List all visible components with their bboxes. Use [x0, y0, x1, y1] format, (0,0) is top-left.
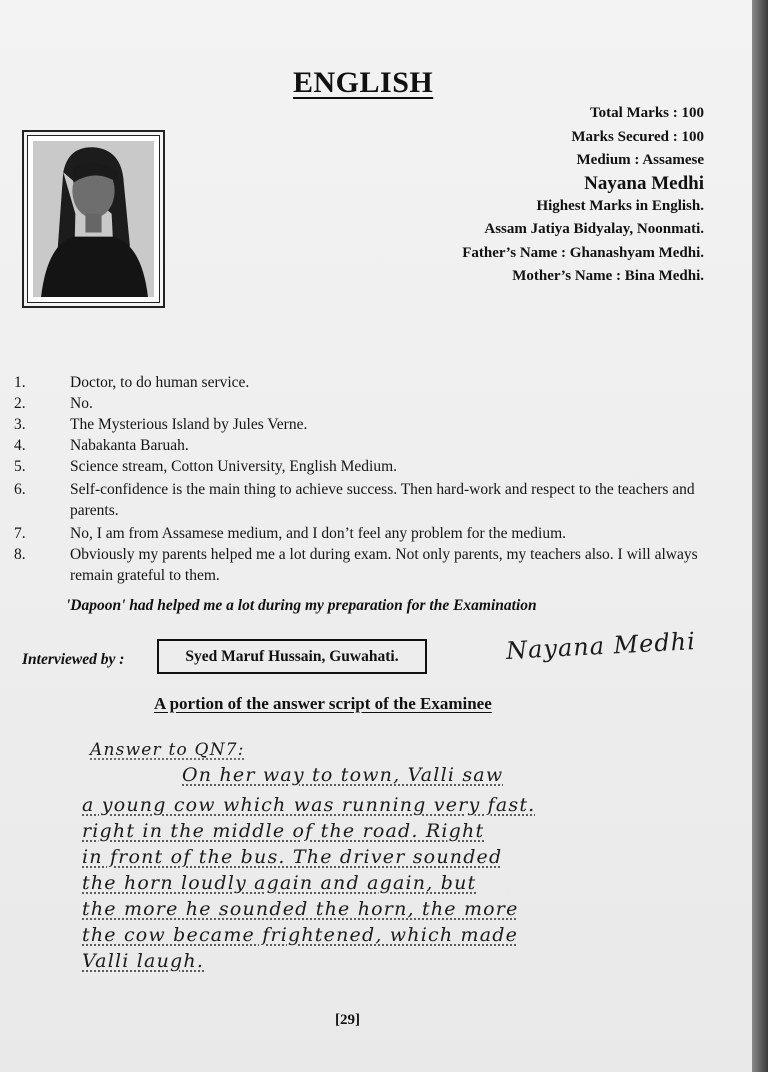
answer-text: Doctor, to do human service.: [70, 374, 250, 391]
portion-heading: A portion of the answer script of the Examinee: [154, 694, 492, 713]
handwritten-line: Answer to QN7:: [90, 740, 245, 760]
answer-text: Obviously my parents helped me a lot during exam. Not only parents, my teachers also. I will always remain grateful to them.: [70, 546, 698, 584]
answer-item: [14, 393, 714, 414]
answer-number: 3.: [14, 416, 26, 433]
handwritten-line: a young cow which was running very fast.: [82, 794, 536, 816]
interviewer-name: Syed Maruf Hussain, Guwahati.: [185, 647, 399, 665]
portrait-image: [33, 141, 154, 297]
handwritten-line: right in the middle of the road. Right: [82, 820, 485, 842]
answer-item: [14, 479, 714, 521]
page-edge-shadow: [752, 0, 768, 1072]
interviewed-label: Interviewed by :: [22, 651, 125, 668]
answer-text: Self-confidence is the main thing to achieve success. Then hard-work and respect to the teachers and parents.: [70, 481, 695, 519]
handwritten-line: the horn loudly again and again, but: [82, 872, 477, 894]
mother-name: Mother’s Name : Bina Medhi.: [512, 268, 704, 284]
highest-marks: Highest Marks in English.: [536, 197, 704, 214]
student-name: Nayana Medhi: [584, 172, 704, 194]
answer-item: [14, 544, 714, 586]
student-info: [462, 102, 704, 289]
answer-item: [14, 435, 714, 456]
answer-number: 6.: [14, 481, 26, 498]
total-marks: Total Marks : 100: [589, 105, 704, 121]
father-name: Father’s Name : Ghanashyam Medhi.: [462, 244, 704, 261]
marks-secured: Marks Secured : 100: [571, 128, 704, 145]
answer-text: Science stream, Cotton University, English Medium.: [70, 458, 398, 475]
answer-number: 1.: [14, 374, 26, 391]
answer-item: [14, 414, 714, 435]
answer-item: [14, 523, 714, 544]
answer-item: [14, 372, 714, 393]
handwritten-line: the more he sounded the horn, the more: [82, 898, 519, 920]
interviewer-box: [157, 639, 427, 674]
answer-text: No, I am from Assamese medium, and I don’t feel any problem for the medium.: [70, 525, 567, 542]
signature: Nayana Medhi: [505, 627, 697, 665]
answer-number: 5.: [14, 458, 26, 475]
answer-list: [14, 372, 714, 586]
dapoon-note: 'Dapoon' had helped me a lot during my preparation for the Examination: [66, 597, 537, 614]
answer-number: 4.: [14, 437, 26, 454]
answer-number: 7.: [14, 525, 26, 542]
page-title: ENGLISH: [293, 66, 434, 99]
student-photo-frame: [22, 130, 165, 308]
answer-text: Nabakanta Baruah.: [70, 437, 189, 454]
handwritten-line: On her way to town, Valli saw: [182, 764, 504, 786]
handwritten-line: the cow became frightened, which made: [82, 924, 519, 946]
answer-number: 8.: [14, 546, 26, 563]
handwritten-line: in front of the bus. The driver sounded: [82, 846, 503, 868]
answer-text: The Mysterious Island by Jules Verne.: [70, 416, 308, 433]
medium: Medium : Assamese: [576, 152, 704, 168]
page-number: [29]: [335, 1012, 360, 1028]
answer-item: [14, 456, 714, 477]
answer-text: No.: [70, 395, 93, 412]
student-photo: [33, 141, 154, 297]
handwritten-line: Valli laugh.: [82, 950, 205, 972]
answer-number: 2.: [14, 395, 26, 412]
school-name: Assam Jatiya Bidyalay, Noonmati.: [484, 221, 704, 237]
